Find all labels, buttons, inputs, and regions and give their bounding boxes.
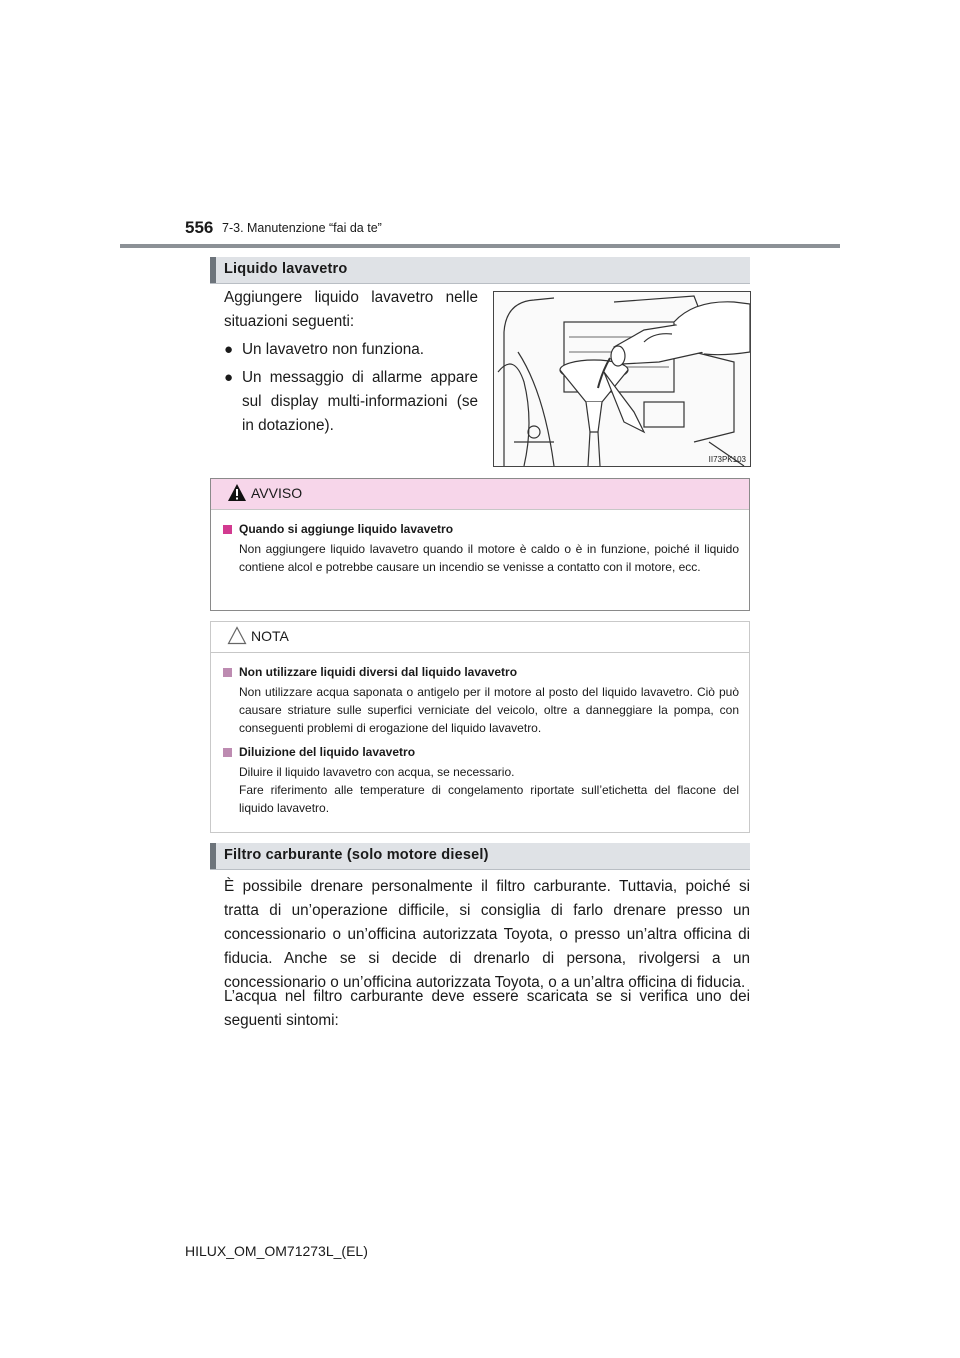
warning-item-title: Quando si aggiunge liquido lavavetro	[223, 522, 739, 536]
page-number: 556	[185, 218, 214, 237]
washer-fluid-intro	[224, 286, 478, 438]
notice-body	[211, 653, 749, 829]
intro-text: Aggiungere liquido lavavetro nelle situazioni seguenti:	[224, 289, 478, 330]
notice-item-text	[223, 763, 739, 817]
washer-fluid-illustration	[493, 291, 751, 467]
notice-item-line: Diluire il liquido lavavetro con acqua, se necessario.	[239, 765, 515, 779]
notice-box	[210, 621, 750, 833]
notice-label: NOTA	[251, 628, 289, 644]
notice-item-line: Fare riferimento alle temperature di congelamento riportate sull’etichetta del flacone del liquido lavavetro.	[239, 783, 739, 815]
notice-header	[211, 622, 749, 653]
fuel-filter-paragraph: È possibile drenare personalmente il filtro carburante. Tuttavia, poiché si tratta di un’operazione difficile, si consiglia di farlo drenare presso un concessionario o un’officina autorizzata Toyota, o presso un’altra officina di fiducia. Anche se si decide di drenarlo di persona, rivolgersi a un concessionario o un’officina autorizzata Toyota, o a un’altra officina di fiducia.	[224, 878, 750, 991]
warning-icon	[227, 483, 247, 502]
section-title: Filtro carburante (solo motore diesel)	[224, 847, 489, 863]
engine-bay-drawing	[494, 292, 750, 466]
bullet-item: ● Un messaggio di allarme appare sul display multi-informazioni (se in dotazione).	[224, 366, 478, 438]
section-heading-fuel-filter	[210, 843, 750, 870]
figure-code: II73PK103	[708, 455, 746, 464]
fuel-filter-paragraph: L’acqua nel filtro carburante deve essere scaricata se si verifica uno dei seguenti sintomi:	[224, 988, 750, 1029]
bullet-item: ● Un lavavetro non funziona.	[224, 338, 478, 362]
notice-item-text: Non utilizzare acqua saponata o antigelo per il motore al posto del liquido lavavetro. Ciò può causare striature sulle superfici verniciate del veicolo, oltre a danneggiare la pompa, con conseguenti problemi di erogazione del liquido lavavetro.	[239, 685, 739, 735]
caution-icon	[227, 626, 247, 645]
warning-body	[211, 510, 749, 588]
warning-header	[211, 479, 749, 510]
notice-item-title: Diluizione del liquido lavavetro	[223, 745, 739, 759]
notice-item-title: Non utilizzare liquidi diversi dal liquido lavavetro	[223, 665, 739, 679]
warning-label: AVVISO	[251, 485, 303, 501]
warning-box	[210, 478, 750, 611]
chapter-title: 7-3. Manutenzione “fai da te”	[222, 221, 382, 235]
warning-item-text: Non aggiungere liquido lavavetro quando il motore è caldo o è in funzione, poiché il liquido contiene alcol e potrebbe causare un incendio se venisse a contatto con il motore, ecc.	[239, 542, 739, 574]
section-heading-washer-fluid	[210, 257, 750, 284]
header-divider	[120, 244, 840, 248]
section-title: Liquido lavavetro	[224, 261, 348, 277]
document-code: HILUX_OM_OM71273L_(EL)	[185, 1243, 368, 1259]
